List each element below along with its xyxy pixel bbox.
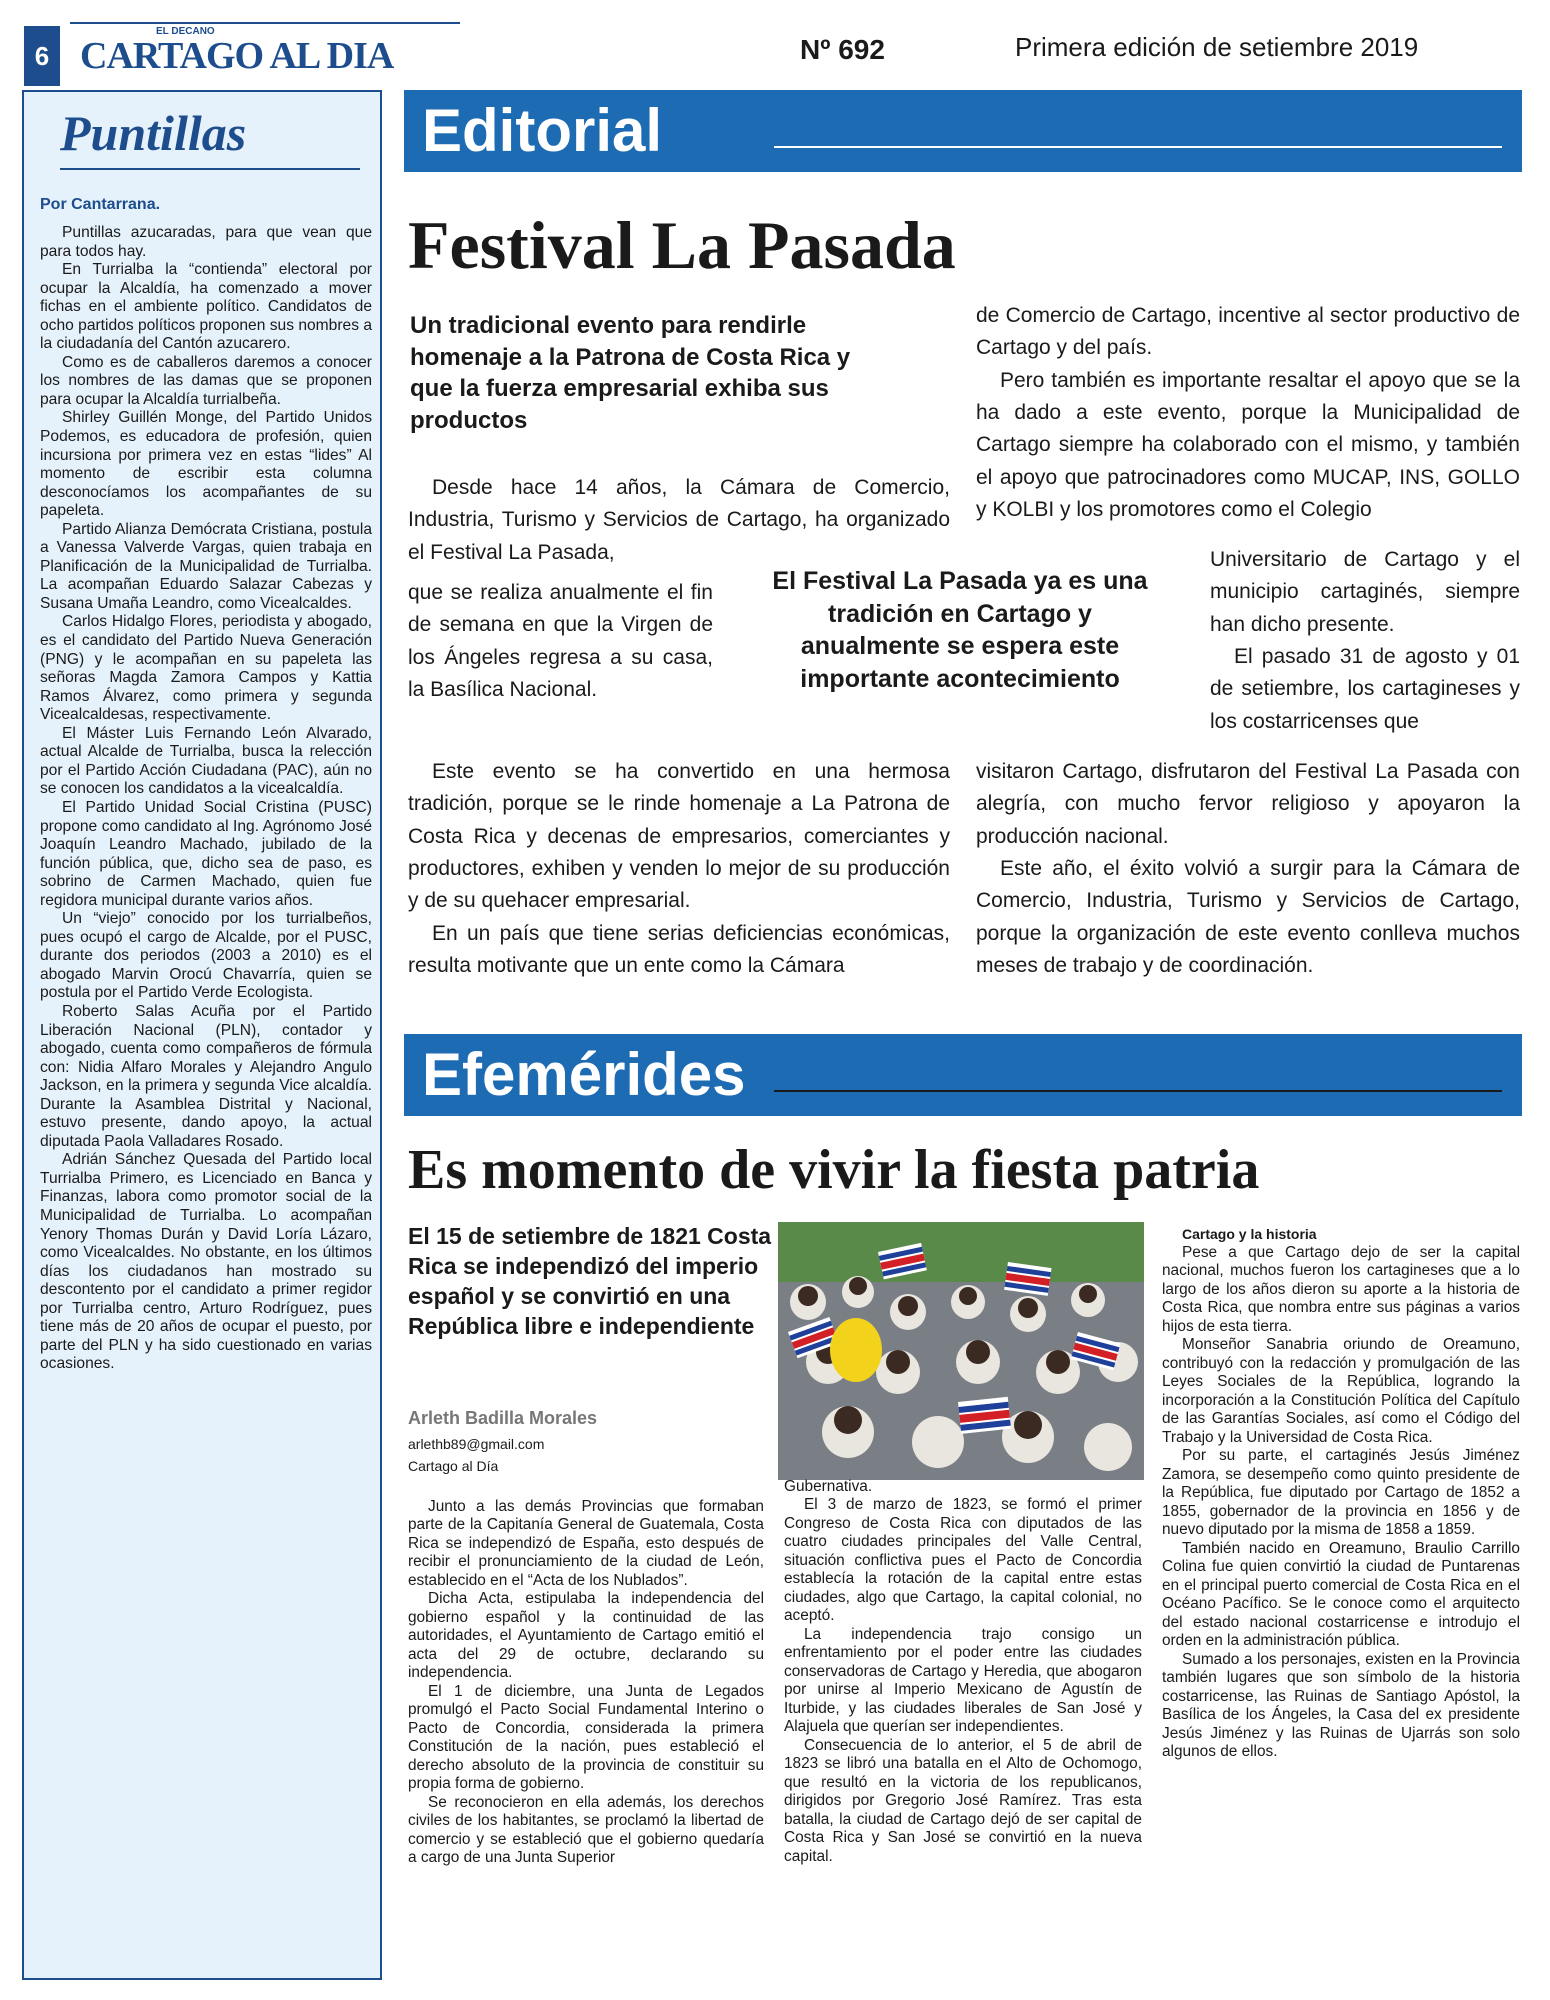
editorial-section-bar (404, 90, 1522, 172)
editorial-paragraph: que se realiza anualmente el fin de semana en que la Virgen de los Ángeles regresa a su casa, la Basílica Nacional. (408, 581, 713, 701)
sidebar-paragraph: Carlos Hidalgo Flores, periodista y abogado, es el candidato del Partido Nueva Generación (PNG) y le acompañan en su papeleta las señoras Magda Zamora Campos y Kattia Ramos Álvarez, como primera y segunda Vicealcaldesas, respectivamente. (40, 613, 372, 724)
section-rule (774, 146, 1502, 148)
sidebar-title: Puntillas (60, 105, 247, 161)
sidebar-paragraph: Como es de caballeros daremos a conocer los nombres de las damas que se proponen para ocupar la Alcaldía turrialbeña. (40, 353, 372, 408)
subheading: Cartago y la historia (1182, 1226, 1317, 1242)
sidebar-byline: Por Cantarrana. (40, 196, 161, 213)
efemerides-section-label: Efemérides (422, 1041, 746, 1108)
editorial-col2-lower (976, 756, 1520, 982)
editorial-paragraph: Pero también es importante resaltar el apoyo que se la ha dado a este evento, porque la Municipalidad de Cartago siempre ha colaborado con el mismo, y también el apoyo que patrocinadores como MUCAP, INS, GOLLO y KOLBI y los promotores como el Colegio (976, 368, 1520, 521)
editorial-paragraph: visitaron Cartago, disfrutaron del Festival La Pasada con alegría, con mucho fervor religioso y apoyaron la producción nacional. (976, 760, 1520, 848)
article-paragraph: Por su parte, el cartaginés Jesús Jiménez Zamora, se desempeño como quinto presidente de la República, fue diputado por Cartago de 1852 a 1855, gobernador de la provincia en 1856 y de nuevo diputado por la misma de 1858 a 1859. (1162, 1447, 1520, 1539)
editorial-paragraph: Universitario de Cartago y el municipio cartaginés, siempre han dicho presente. (1210, 548, 1520, 636)
article-paragraph: Junto a las demás Provincias que formaban parte de la Capitanía General de Guatemala, Costa Rica se independizó de España, esto después de recibir el pronunciamiento de la ciudad de León, establecido en el “Acta de los Nublados”. (408, 1498, 764, 1589)
editorial-pullquote: El Festival La Pasada ya es una tradición en Cartago y anualmente se espera este importante acontecimiento (772, 567, 1148, 693)
author-publication: Cartago al Día (408, 1458, 499, 1474)
editorial-paragraph: El pasado 31 de agosto y 01 de setiembre, los cartagineses y los costarricenses que (1210, 644, 1520, 733)
students-flags-photo (778, 1222, 1144, 1480)
article-paragraph: Sumado a los personajes, existen en la Provincia también lugares que son símbolo de la historia costarricense, las Ruinas de Santiago Apóstol, la Basílica de los Ángeles, la Casa del ex presidente Jesús Jiménez y las Ruinas de Ujarrás son solo algunos de ellos. (1162, 1650, 1520, 1761)
sidebar-paragraph: Adrián Sánchez Quesada del Partido local Turrialba Primero, es Licenciado en Banca y Finanzas, labora como promotor social de la Municipalidad de Turrialba. Lo acompañan Yenory Thomas Durán y David Loría Lázaro, como Vicealcaldes. No obstante, en los últimos días los ciudadanos han mostrado su descontento por el candidato a primer regidor por Turrialba centro, Arturo Rodríguez, pues tiene más de 20 años de ocupar el puesto, por parte del PLN y ha sido cuestionado en varias ocasiones. (40, 1151, 372, 1373)
editorial-col1-narrow (408, 577, 713, 706)
editorial-paragraph: Este año, el éxito volvió a surgir para la Cámara de Comercio, Industria, Turismo y Servicios de Cartago, porque la organización de este evento conlleva muchos meses de trabajo y de coordinación. (976, 856, 1520, 977)
efemerides-deck: El 15 de setiembre de 1821 Costa Rica se independizó del imperio español y se convirtió en una República libre e independiente (408, 1223, 772, 1339)
section-rule (774, 1090, 1502, 1092)
sidebar-paragraph: Puntillas azucaradas, para que vean que para todos hay. (40, 224, 372, 260)
page-number: 6 (24, 26, 60, 86)
article-paragraph: La independencia trajo consigo un enfrentamiento por el poder entre las ciudades conservadoras de Cartago y Heredia, que abogaron por unirse al Imperio Mexicano de Agustín de Iturbide, y las ciudades liberales de San José y Alajuela que querían ser independientes. (784, 1625, 1142, 1736)
editorial-paragraph: Desde hace 14 años, la Cámara de Comercio, Industria, Turismo y Servicios de Cartago, ha organizado el Festival La Pasada, (408, 476, 950, 564)
editorial-paragraph: En un país que tiene serias deficiencias económicas, resulta motivante que un ente como la Cámara (408, 921, 950, 977)
sidebar-title-rule (60, 168, 360, 170)
editorial-paragraph: de Comercio de Cartago, incentive al sector productivo de Cartago y del país. (976, 304, 1520, 360)
logo-name: CARTAGO AL DIA (80, 35, 394, 77)
editorial-deck: Un tradicional evento para rendirle homenaje a la Patrona de Costa Rica y que la fuerza empresarial exhiba sus productos (410, 312, 851, 435)
article-paragraph: Se reconocieron en ella además, los derechos civiles de los habitantes, se proclamó la libertad de comercio y se estableció que el gobierno quedaría a cargo de una Junta Superior (408, 1793, 764, 1867)
efemerides-section-bar (404, 1034, 1522, 1116)
article-paragraph: El 1 de diciembre, una Junta de Legados promulgó el Pacto Social Fundamental Interino o Pacto de Concordia, considerada la primera Constitución de la nación, pues estableció el derecho absoluto de la provincia de constituir su propia forma de gobierno. (408, 1682, 764, 1793)
photo-illustration (778, 1222, 1144, 1480)
article-paragraph: Consecuencia de lo anterior, el 5 de abril de 1823 se libró una batalla en el Alto de Ochomogo, que resultó en la victoria de los republicanos, dirigidos por Gregorio José Ramírez. Tras esta batalla, la ciudad de Cartago dejó de ser capital de Costa Rica y San José se convirtió en la nueva capital. (784, 1736, 1142, 1865)
sidebar-paragraph: En Turrialba la “contienda” electoral por ocupar la Alcaldía, ha comenzado a mover fichas en el ambiente político. Candidatos de ocho partidos políticos proponen sus nombres a la ciudadanía del Cantón azucarero. (40, 261, 372, 353)
editorial-col2-narrow (1210, 544, 1520, 738)
article-paragraph: También nacido en Oreamuno, Braulio Carrillo Colina fue quien convirtió la ciudad de Puntarenas en el principal puerto comercial de Costa Rica en el Océano Pacífico. Se le conoce como el arquitecto del estado nacional costarricense e introdujo el orden en la administración pública. (1162, 1539, 1520, 1650)
newspaper-logo (76, 24, 394, 80)
editorial-section-label: Editorial (422, 97, 663, 164)
sidebar-paragraph: El Partido Unidad Social Cristina (PUSC) propone como candidato al Ing. Agrónomo José Joaquín Leandro Machado, jubilado de la función pública, que, dicho sea de paso, es sobrino de Carmen Machado, quien fue regidora municipal durante varios años. (40, 798, 372, 909)
sidebar-paragraph: Shirley Guillén Monge, del Partido Unidos Podemos, es educadora de profesión, quien incursiona por primera vez en estas “lides” Al momento de escribir esta columna desconocíamos los acompañantes de su papeleta. (40, 409, 372, 520)
efemerides-col3 (1162, 1226, 1520, 1762)
edition-date: Primera edición de setiembre 2019 (1015, 32, 1419, 62)
sidebar-paragraph: Roberto Salas Acuña por el Partido Liberación Nacional (PLN), contador y abogado, cuenta como compañeros de fórmula con: Nidia Alfaro Morales y Alejandro Angulo Jackson, en la primera y segunda Vice alcaldía. Durante la Asamblea Distrital y Nacional, estuvo presente, dando apoyo, la actual diputada Paola Valladares Rosado. (40, 1002, 372, 1150)
article-paragraph: Dicha Acta, estipulaba la independencia del gobierno español y la continuidad de las autoridades, el Ayuntamiento de Cartago emitió el acta del 29 de octubre, declarando su independencia. (408, 1590, 764, 1682)
article-paragraph: Pese a que Cartago dejo de ser la capital nacional, muchos fueron los cartagineses que a lo largo de los años dieron su aporte a la historia de Costa Rica, que nombra entre sus páginas a varios hijos de esta tierra. (1162, 1244, 1520, 1335)
sidebar-paragraph: Un “viejo” conocido por los turrialbeños, pues ocupó el cargo de Alcalde, por el PUSC, durante dos periodos (2003 a 2010) es el abogado Marvin Orocú Chavarría, quien se postula por el Partido Verde Ecologista. (40, 910, 372, 1002)
editorial-col1-lower (408, 756, 950, 982)
editorial-col2-upper (976, 300, 1520, 526)
article-paragraph: Monseñor Sanabria oriundo de Oreamuno, contribuyó con la redacción y promulgación de las Leyes Sociales de la República, logrando la incorporación a la Constitución Política del Capítulo de las Garantías Sociales, así como el Código del Trabajo y la Universidad de Costa Rica. (1162, 1336, 1520, 1446)
efemerides-col2 (784, 1478, 1142, 1866)
sidebar-paragraph: El Máster Luis Fernando León Alvarado, actual Alcalde de Turrialba, busca la relección por el Partido Acción Ciudadana (PAC), aún no se conocen los candidatos a la vicealcaldía. (40, 724, 372, 798)
editorial-col1-intro (408, 472, 950, 569)
editorial-headline: Festival La Pasada (408, 207, 956, 283)
article-paragraph: El 3 de marzo de 1823, se formó el primer Congreso de Costa Rica con diputados de las cuatro ciudades principales del Valle Central, situación conflictiva pues el Pacto de Concordia establecía la rotación de la capital entre estas ciudades, algo que Cartago, la capital colonial, no aceptó. (784, 1496, 1142, 1625)
article-paragraph: Gubernativa. (784, 1478, 873, 1495)
logo-tagline: EL DECANO (156, 26, 215, 37)
sidebar-body (40, 224, 372, 1374)
editorial-paragraph: Este evento se ha convertido en una hermosa tradición, porque se le rinde homenaje a La Patrona de Costa Rica y decenas de empresarios, comerciantes y productores, exhiben y venden lo mejor de su producción y de su quehacer empresarial. (408, 760, 950, 913)
author-email: arlethb89@gmail.com (408, 1436, 545, 1452)
efemerides-headline: Es momento de vivir la fiesta patria (408, 1139, 1260, 1201)
sidebar-paragraph: Partido Alianza Demócrata Cristiana, postula a Vanessa Valverde Vargas, quien trabaja en Planificación de la Municipalidad de Turrialba. La acompañan Eduardo Salazar Cabezas y Susana Umaña Leandro, como Vicealcaldes. (40, 520, 372, 612)
author-name: Arleth Badilla Morales (408, 1408, 598, 1428)
efemerides-col1 (408, 1498, 764, 1868)
issue-number: Nº 692 (800, 34, 885, 65)
